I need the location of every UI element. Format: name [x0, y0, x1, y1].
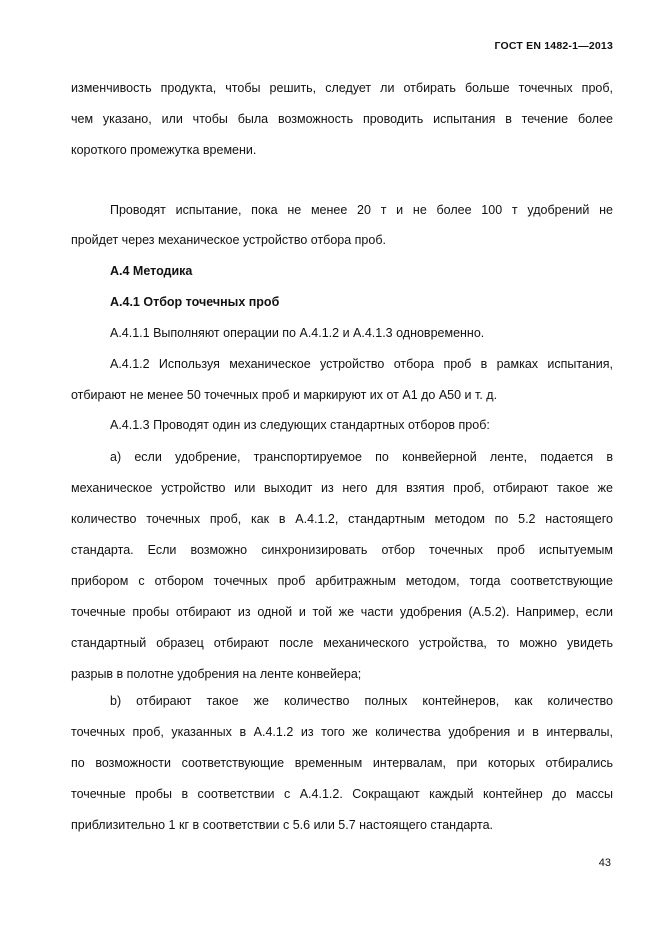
text-line: изменчивость продукта, чтобы решить, следует ли отбирать больше точечных проб, [71, 81, 613, 95]
section-heading-a4: А.4 Методика [110, 264, 193, 278]
text-line: точечных проб, указанных в А.4.1.2 из того же количества удобрения и в интервалы, [71, 725, 613, 739]
text-line: механическое устройство или выходит из него для взятия проб, отбирают такое же [71, 481, 613, 495]
text-line: а) если удобрение, транспортируемое по конвейерной ленте, подается в [110, 450, 613, 464]
text-line: по возможности соответствующие временным интервалам, при которых отбирались [71, 756, 613, 770]
section-heading-a41: А.4.1 Отбор точечных проб [110, 295, 280, 309]
list-item-b [71, 693, 613, 833]
text-line: точечные пробы в соответствии с А.4.1.2. Сокращают каждый контейнер до массы [71, 787, 613, 801]
text-line: разрыв в полотне удобрения на ленте конвейера; [71, 667, 362, 681]
text-line: Проводят испытание, пока не менее 20 т и не более 100 т удобрений не [110, 203, 613, 217]
text-line: стандартный образец отбирают после механического устройства, то можно увидеть [71, 636, 613, 650]
paragraph-test-condition [71, 202, 613, 248]
text-line: чем указано, или чтобы была возможность проводить испытания в течение более [71, 112, 613, 126]
paragraph-intro [71, 80, 613, 158]
standard-header: ГОСТ EN 1482-1—2013 [494, 40, 613, 52]
text-line: количество точечных проб, как в А.4.1.2, стандартным методом по 5.2 настоящего [71, 512, 613, 526]
text-line: А.4.1.2 Используя механическое устройство отбора проб в рамках испытания, [110, 357, 613, 371]
clause-a413: А.4.1.3 Проводят один из следующих стандартных отборов проб: [110, 418, 490, 432]
text-line: короткого промежутка времени. [71, 143, 257, 157]
text-line: стандарта. Если возможно синхронизировать отбор точечных проб испытуемым [71, 543, 613, 557]
text-line: точечные пробы отбирают из одной и той же части удобрения (А.5.2). Например, если [71, 605, 613, 619]
text-line: прибором с отбором точечных проб арбитражным методом, тогда соответствующие [71, 574, 613, 588]
list-item-a [71, 449, 613, 682]
clause-a411: А.4.1.1 Выполняют операции по А.4.1.2 и А.4.1.3 одновременно. [110, 326, 485, 340]
clause-a412 [71, 356, 613, 403]
page-number: 43 [598, 857, 611, 869]
text-line: b) отбирают такое же количество полных контейнеров, как количество [110, 694, 613, 708]
text-line: пройдет через механическое устройство отбора проб. [71, 233, 386, 247]
text-line: отбирают не менее 50 точечных проб и маркируют их от А1 до А50 и т. д. [71, 388, 498, 402]
text-line: приблизительно 1 кг в соответствии с 5.6 или 5.7 настоящего стандарта. [71, 818, 493, 832]
